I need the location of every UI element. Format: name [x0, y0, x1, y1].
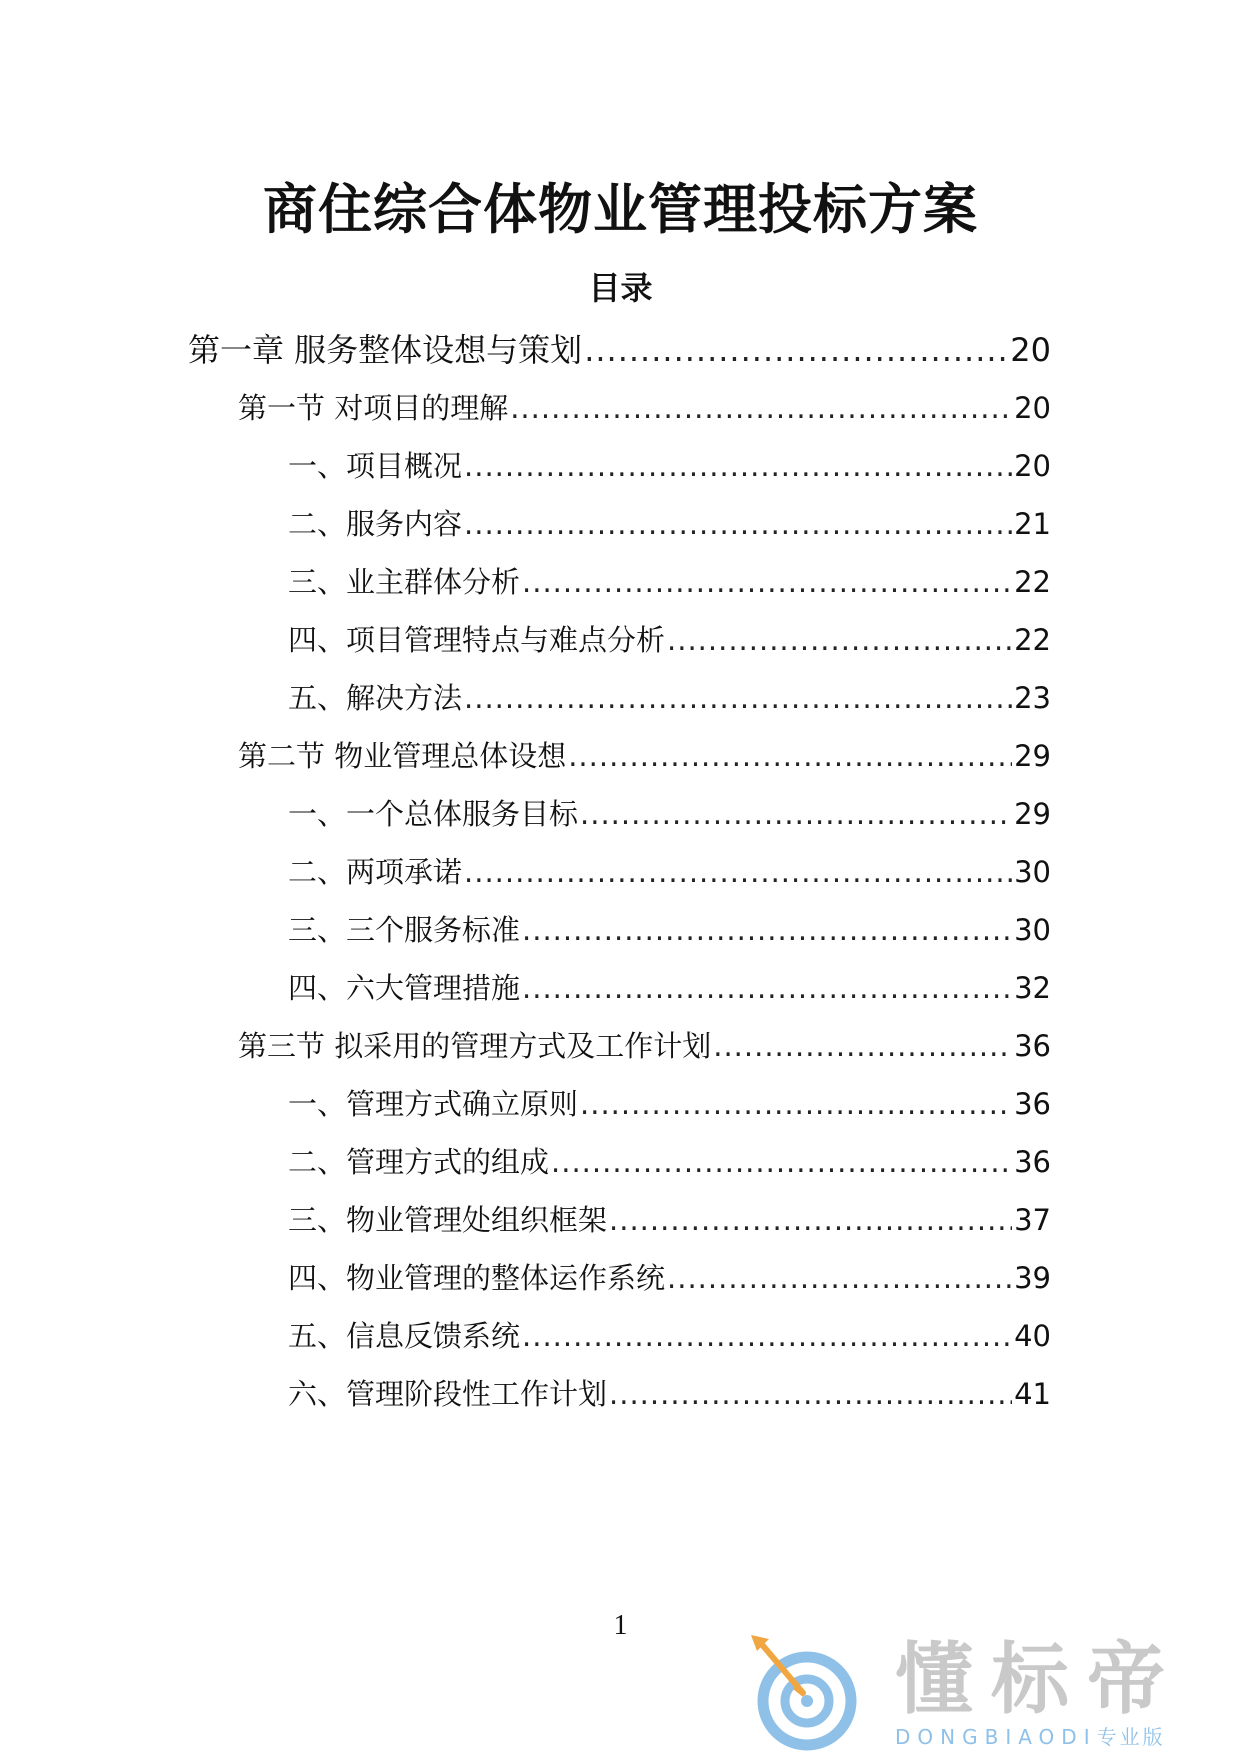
toc-entry-page: 20 [1010, 331, 1051, 369]
toc-leader-dots [522, 1316, 1012, 1356]
toc-entry-page: 30 [1014, 855, 1051, 889]
toc-entry[interactable] [288, 794, 1051, 834]
toc-entry-page: 21 [1014, 507, 1051, 541]
document-title: 商住综合体物业管理投标方案 [263, 178, 978, 241]
toc-leader-dots [464, 852, 1012, 892]
toc-entry-text: 六、管理阶段性工作计划 [288, 1377, 608, 1411]
toc-entry-page: 23 [1014, 681, 1051, 715]
page-number: 1 [613, 1610, 628, 1641]
toc-entry-text: 第一节 对项目的理解 [238, 391, 509, 425]
toc-entry-text: 二、两项承诺 [288, 855, 463, 889]
toc-entry-page: 40 [1014, 1319, 1051, 1353]
toc-entry[interactable] [288, 1374, 1051, 1414]
toc-entry-text: 四、项目管理特点与难点分析 [288, 623, 666, 657]
toc-entry-text: 四、物业管理的整体运作系统 [288, 1261, 666, 1295]
toc-entry-page: 22 [1014, 565, 1051, 599]
toc-entry-text: 第一章 服务整体设想与策划 [188, 331, 583, 369]
toc-leader-dots [522, 910, 1012, 950]
toc-entry[interactable] [288, 1084, 1051, 1124]
toc-leader-dots [464, 446, 1012, 486]
toc-entry[interactable] [288, 852, 1051, 892]
toc-entry-page: 22 [1014, 623, 1051, 657]
toc-entry-page: 36 [1014, 1029, 1051, 1063]
toc-entry-text: 一、项目概况 [288, 449, 463, 483]
target-arrow-icon [745, 1635, 875, 1754]
toc-leader-dots [609, 1200, 1012, 1240]
toc-leader-dots [584, 330, 1008, 370]
toc-entry[interactable] [288, 562, 1051, 602]
toc-entry-text: 二、服务内容 [288, 507, 463, 541]
toc-entry-page: 29 [1014, 797, 1051, 831]
toc-leader-dots [464, 678, 1012, 718]
toc-leader-dots [667, 620, 1012, 660]
toc-entry[interactable] [288, 620, 1051, 660]
toc-leader-dots [609, 1374, 1012, 1414]
toc-entry[interactable] [288, 1258, 1051, 1298]
toc-leader-dots [522, 968, 1012, 1008]
toc-entry-text: 第三节 拟采用的管理方式及工作计划 [238, 1029, 712, 1063]
toc-entry-text: 第二节 物业管理总体设想 [238, 739, 567, 773]
toc-entry-text: 二、管理方式的组成 [288, 1145, 550, 1179]
toc-entry[interactable] [288, 1316, 1051, 1356]
toc-leader-dots [464, 504, 1012, 544]
toc-leader-dots [667, 1258, 1012, 1298]
toc-entry[interactable] [288, 910, 1051, 950]
toc-entry-page: 39 [1014, 1261, 1051, 1295]
toc-entry-text: 四、六大管理措施 [288, 971, 521, 1005]
toc-entry[interactable] [288, 1142, 1051, 1182]
toc-entry[interactable] [238, 1026, 1051, 1066]
toc-entry-text: 一、一个总体服务目标 [288, 797, 579, 831]
toc-leader-dots [580, 794, 1012, 834]
toc-entry[interactable] [188, 330, 1051, 370]
toc-entry-page: 32 [1014, 971, 1051, 1005]
toc-leader-dots [580, 1084, 1012, 1124]
watermark-pinyin [895, 1725, 1166, 1749]
toc-entry[interactable] [238, 388, 1051, 428]
toc-entry-text: 三、物业管理处组织框架 [288, 1203, 608, 1237]
toc-entry-page: 20 [1014, 391, 1051, 425]
watermark-edition: 专业版 [1096, 1725, 1166, 1749]
toc-entry-text: 三、三个服务标准 [288, 913, 521, 947]
watermark-pinyin-text: DONGBIAODI [895, 1725, 1097, 1749]
toc-entry-page: 36 [1014, 1087, 1051, 1121]
toc-entry-text: 三、业主群体分析 [288, 565, 521, 599]
toc-entry-page: 29 [1014, 739, 1051, 773]
toc-entry-text: 五、信息反馈系统 [288, 1319, 521, 1353]
toc-entry-page: 37 [1014, 1203, 1051, 1237]
toc-entry-page: 20 [1014, 449, 1051, 483]
toc-entry-text: 五、解决方法 [288, 681, 463, 715]
toc-entry-text: 一、管理方式确立原则 [288, 1087, 579, 1121]
toc-entry[interactable] [288, 968, 1051, 1008]
toc-entry-page: 41 [1014, 1377, 1051, 1411]
toc-entry-page: 30 [1014, 913, 1051, 947]
toc-entry[interactable] [238, 736, 1051, 776]
toc-entry[interactable] [288, 504, 1051, 544]
toc-entry[interactable] [288, 446, 1051, 486]
watermark-brand: 懂标帝 [895, 1635, 1184, 1725]
toc-entry-page: 36 [1014, 1145, 1051, 1179]
toc-leader-dots [568, 736, 1012, 776]
toc-entry[interactable] [288, 1200, 1051, 1240]
toc-heading: 目录 [588, 269, 653, 307]
toc-leader-dots [510, 388, 1012, 428]
watermark-logo [745, 1635, 1241, 1754]
toc-leader-dots [713, 1026, 1012, 1066]
toc-leader-dots [551, 1142, 1012, 1182]
toc-leader-dots [522, 562, 1012, 602]
toc-entry[interactable] [288, 678, 1051, 718]
